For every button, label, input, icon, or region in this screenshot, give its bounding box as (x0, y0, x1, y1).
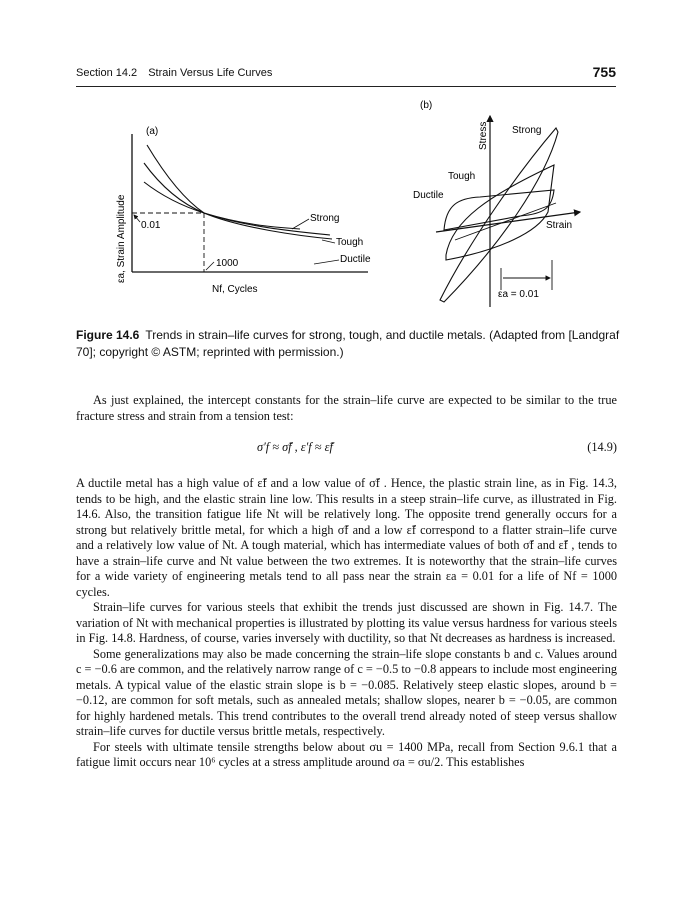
panel-b-curve-label-strong: Strong (512, 125, 542, 136)
panel-a-tough-leader (322, 240, 335, 243)
header-section-number: Section 14.2 (76, 67, 138, 79)
hysteresis-loop-strong (440, 128, 558, 302)
panel-a-ductile-leader (314, 260, 339, 264)
panel-a-label: (a) (146, 126, 159, 137)
paragraph-4: Some generalizations may also be made concerning the strain–life slope constants b and c. Values around c = −0.6 are common, and the relatively narrow range of c = −0.5 to −0.8 appears to include most engineering metals. A typical value of the elastic strain slope is b = −0.085. Relatively steep elastic slopes, around b = −0.12, are common for soft metals, such as annealed metals; shallow slopes, nearer b = −0.05, are common for highly hardened metals. This trend contributes to the overall trend already noted of steep versus shallow strain–life curves for ductile versus brittle metals, respectively. (76, 646, 617, 738)
paragraph-2: A ductile metal has a high value of ε̃f and a low value of σ̃f . Hence, the plastic strain line, as in Fig. 14.3, tends to be high, and the elastic strain line low. This results in a steep strain–life curve, as illustrated in Fig. 14.6. Also, the transition fatigue life Nt will be relatively long. The opposite trend generally occurs for a strong but relatively brittle metal, for which a high σ̃f and a low ε̃f correspond to a flatter strain–life curve and a relatively low value of Nt. A tough material, which has intermediate values of both σ̃f and ε̃f , tends to have a strain–life curve and Nt value between the two extremes. It is noteworthy that the strain–life curves for a wide variety of engineering metals tend to all pass near the strain εa = 0.01 for a life of Nf = 1000 cycles. (76, 476, 617, 599)
equation-number: (14.9) (587, 440, 617, 454)
strain-life-curve-ductile (147, 145, 332, 239)
panel-a-curve-label-strong: Strong (310, 213, 340, 224)
header-section-title: Strain Versus Life Curves (148, 67, 273, 79)
body-text (76, 393, 617, 771)
paragraph-3: Strain–life curves for various steels that exhibit the trends just discussed are shown in Fig. 14.7. The variation of Nt with mechanical properties is illustrated by plotting its value versus hardness for various steels in Fig. 14.8. Hardness, of course, varies inversely with ductility, so that Nt decreases as hardness is increased. (76, 600, 617, 645)
panel-a-x-axis-label: Nf, Cycles (212, 284, 258, 295)
figure-caption-label: Figure 14.6 (76, 328, 140, 342)
figure-caption (76, 327, 621, 361)
panel-b (413, 100, 580, 307)
panel-a-strong-leader (292, 219, 309, 229)
panel-b-label: (b) (420, 100, 433, 111)
panel-a-strain-mark: 0.01 (141, 220, 161, 231)
paragraph-1: As just explained, the intercept constants for the strain–life curve are expected to be similar to the true fracture stress and strain from a tension test: (76, 393, 617, 423)
paragraph-5: For steels with ultimate tensile strengths below about σu = 1400 MPa, recall from Section 9.6.1 that a fatigue limit occurs near 10⁶ cycles at a stress amplitude around σa = σu/2. This establishes (76, 739, 617, 769)
panel-a-cycles-mark: 1000 (216, 258, 239, 269)
panel-b-curve-label-ductile: Ductile (413, 190, 444, 201)
panel-a (116, 126, 371, 295)
panel-b-curve-label-tough: Tough (448, 171, 476, 182)
panel-a-curve-label-ductile: Ductile (340, 254, 371, 265)
panel-a-strain-arrow (134, 215, 140, 222)
panel-a-cycles-leader (206, 262, 214, 270)
figure-caption-text: Trends in strain–life curves for strong, tough, and ductile metals. (Adapted from [Landgraf 70]; copyright © ASTM; reprinted with permission.) (76, 328, 620, 359)
figure-14-6 (0, 0, 690, 320)
panel-b-strain-amplitude: εa = 0.01 (498, 289, 539, 300)
panel-a-y-axis-label: εa, Strain Amplitude (116, 194, 127, 283)
equation-14-9 (76, 440, 617, 462)
panel-a-curve-label-tough: Tough (336, 237, 364, 248)
page-number: 755 (592, 64, 616, 80)
panel-b-x-axis-label: Strain (546, 220, 573, 231)
strain-life-curve-tough (144, 163, 330, 235)
panel-b-y-axis-label: Stress (478, 121, 489, 150)
equation-expression: σ′f ≈ σ̃f , ε′f ≈ ε̃f (257, 440, 333, 454)
